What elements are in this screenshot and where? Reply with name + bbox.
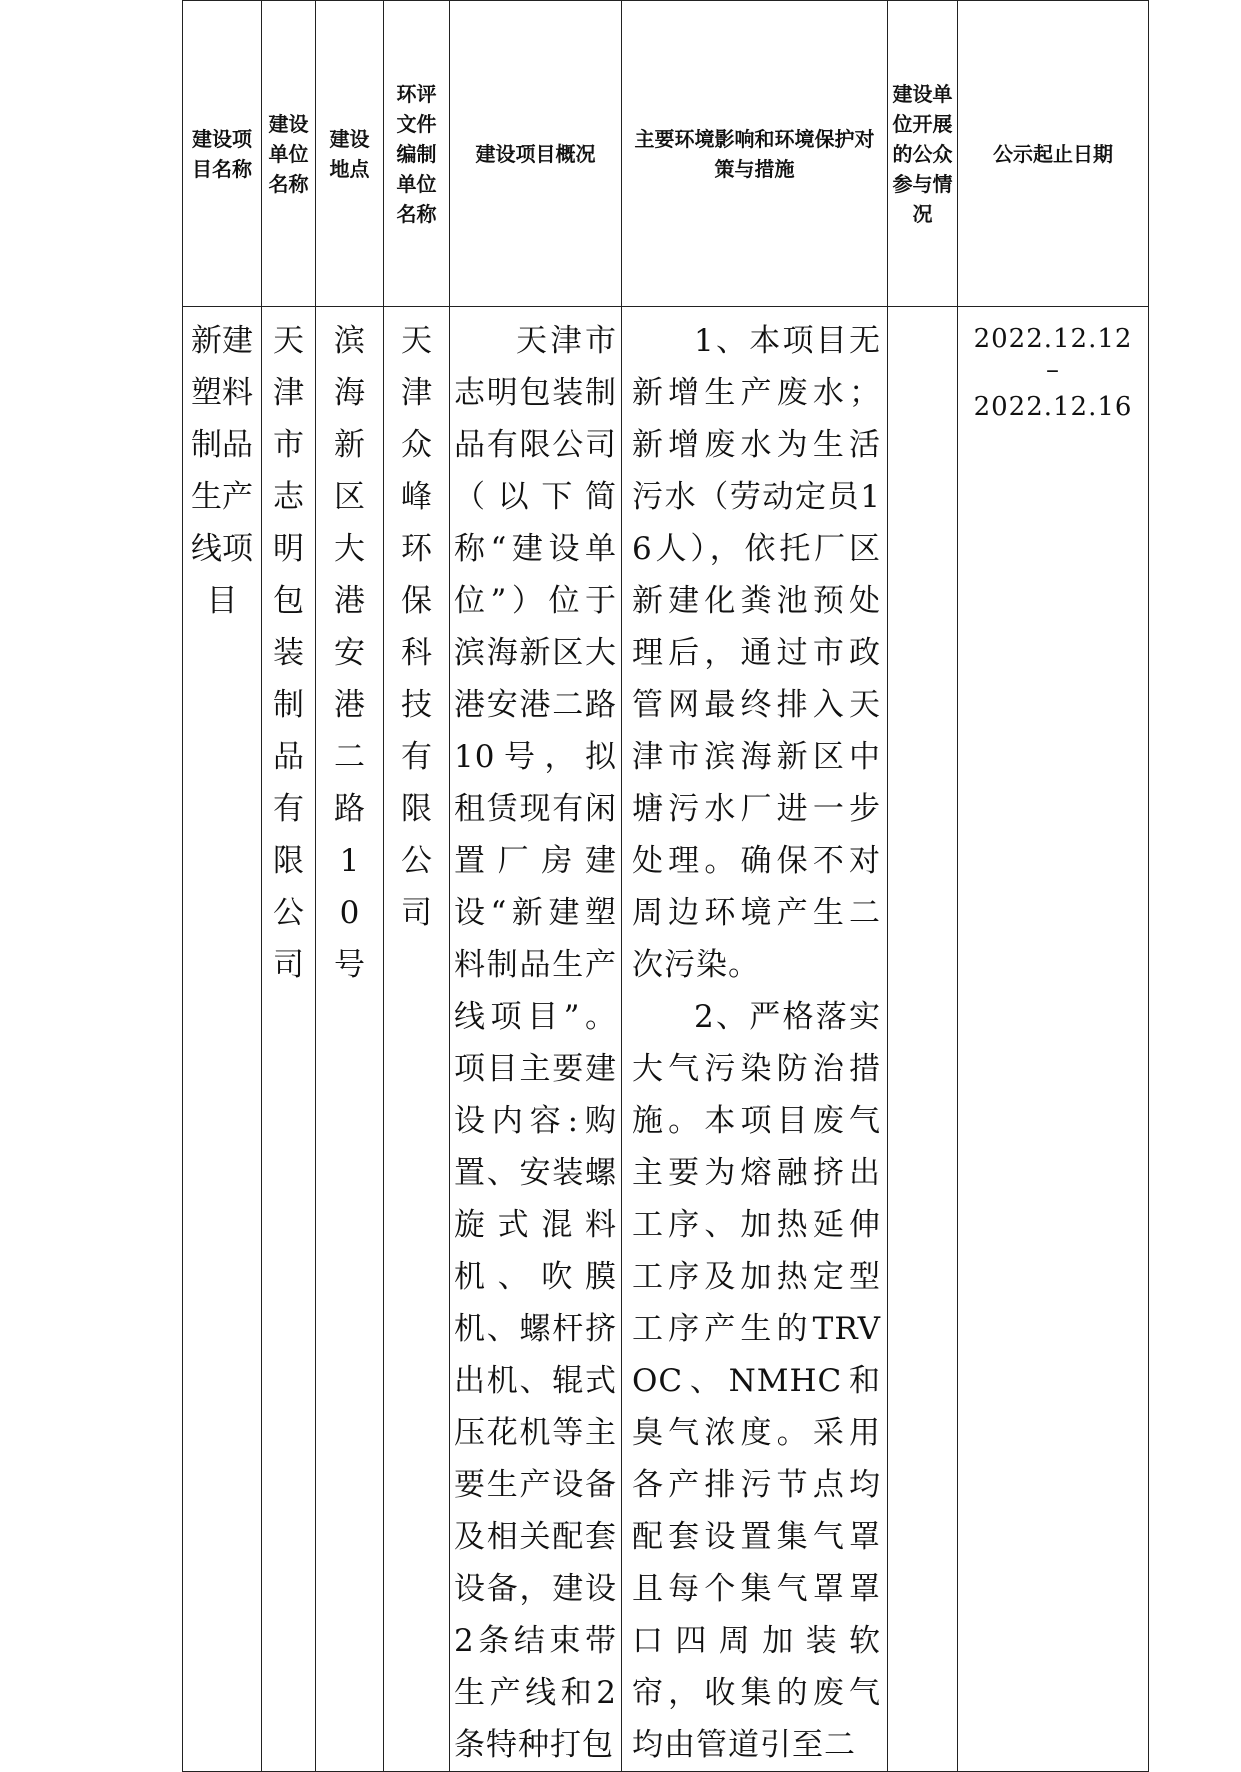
table-row — [183, 307, 1149, 1772]
cell-project-name: 新建塑料制品生产线项目 — [183, 307, 262, 1772]
measures-item-2: 2、严格落实大气污染防治措施。本项目废气主要为熔融挤出工序、加热延伸工序及加热定型工序产生的TRVOC、NMHC和臭气浓度。采用各产排污节点均配套设置集气罩且每个集气罩罩口四周加装软帘，收集的废气均由管道引至二 — [632, 999, 881, 1763]
header-participation: 建设单位开展的公众参与情况 — [888, 1, 958, 307]
cell-measures — [622, 307, 888, 1772]
measures-item-1: 1、本项目无新增生产废水；新增废水为生活污水（劳动定员16人），依托厂区新建化粪池预处理后，通过市政管网最终排入天津市滨海新区中塘污水厂进一步处理。确保不对周边环境产生二次污染。 — [632, 323, 881, 983]
header-dates: 公示起止日期 — [958, 1, 1149, 307]
cell-eia-unit: 天津众峰环保科技有限公司 — [384, 307, 450, 1772]
header-location: 建设地点 — [316, 1, 384, 307]
header-unit-name: 建设单位名称 — [262, 1, 316, 307]
date-separator: – — [1046, 355, 1060, 385]
date-start: 2022.12.12 — [973, 324, 1133, 354]
header-eia-unit: 环评文件编制单位名称 — [384, 1, 450, 307]
cell-unit-name: 天津市志明包装制品有限公司 — [262, 307, 316, 1772]
cell-dates — [958, 307, 1149, 1772]
cell-location: 滨海新区大港安港二路10号 — [316, 307, 384, 1772]
date-end: 2022.12.16 — [973, 392, 1133, 422]
header-overview: 建设项目概况 — [450, 1, 622, 307]
header-row — [183, 1, 1149, 307]
cell-overview: 天津市志明包装制品有限公司（以下简称“建设单位”）位于滨海新区大港安港二路10号，拟租赁现有闲置厂房建设“新建塑料制品生产线项目”。项目主要建设内容:购置、安装螺旋式混料机、吹膜机、螺杆挤出机、辊式压花机等主要生产设备及相关配套设备，建设2条结束带生产线和2条特种打包 — [450, 307, 622, 1772]
publicity-table — [182, 0, 1149, 1772]
cell-participation — [888, 307, 958, 1772]
header-measures: 主要环境影响和环境保护对策与措施 — [622, 1, 888, 307]
header-project-name: 建设项目名称 — [183, 1, 262, 307]
